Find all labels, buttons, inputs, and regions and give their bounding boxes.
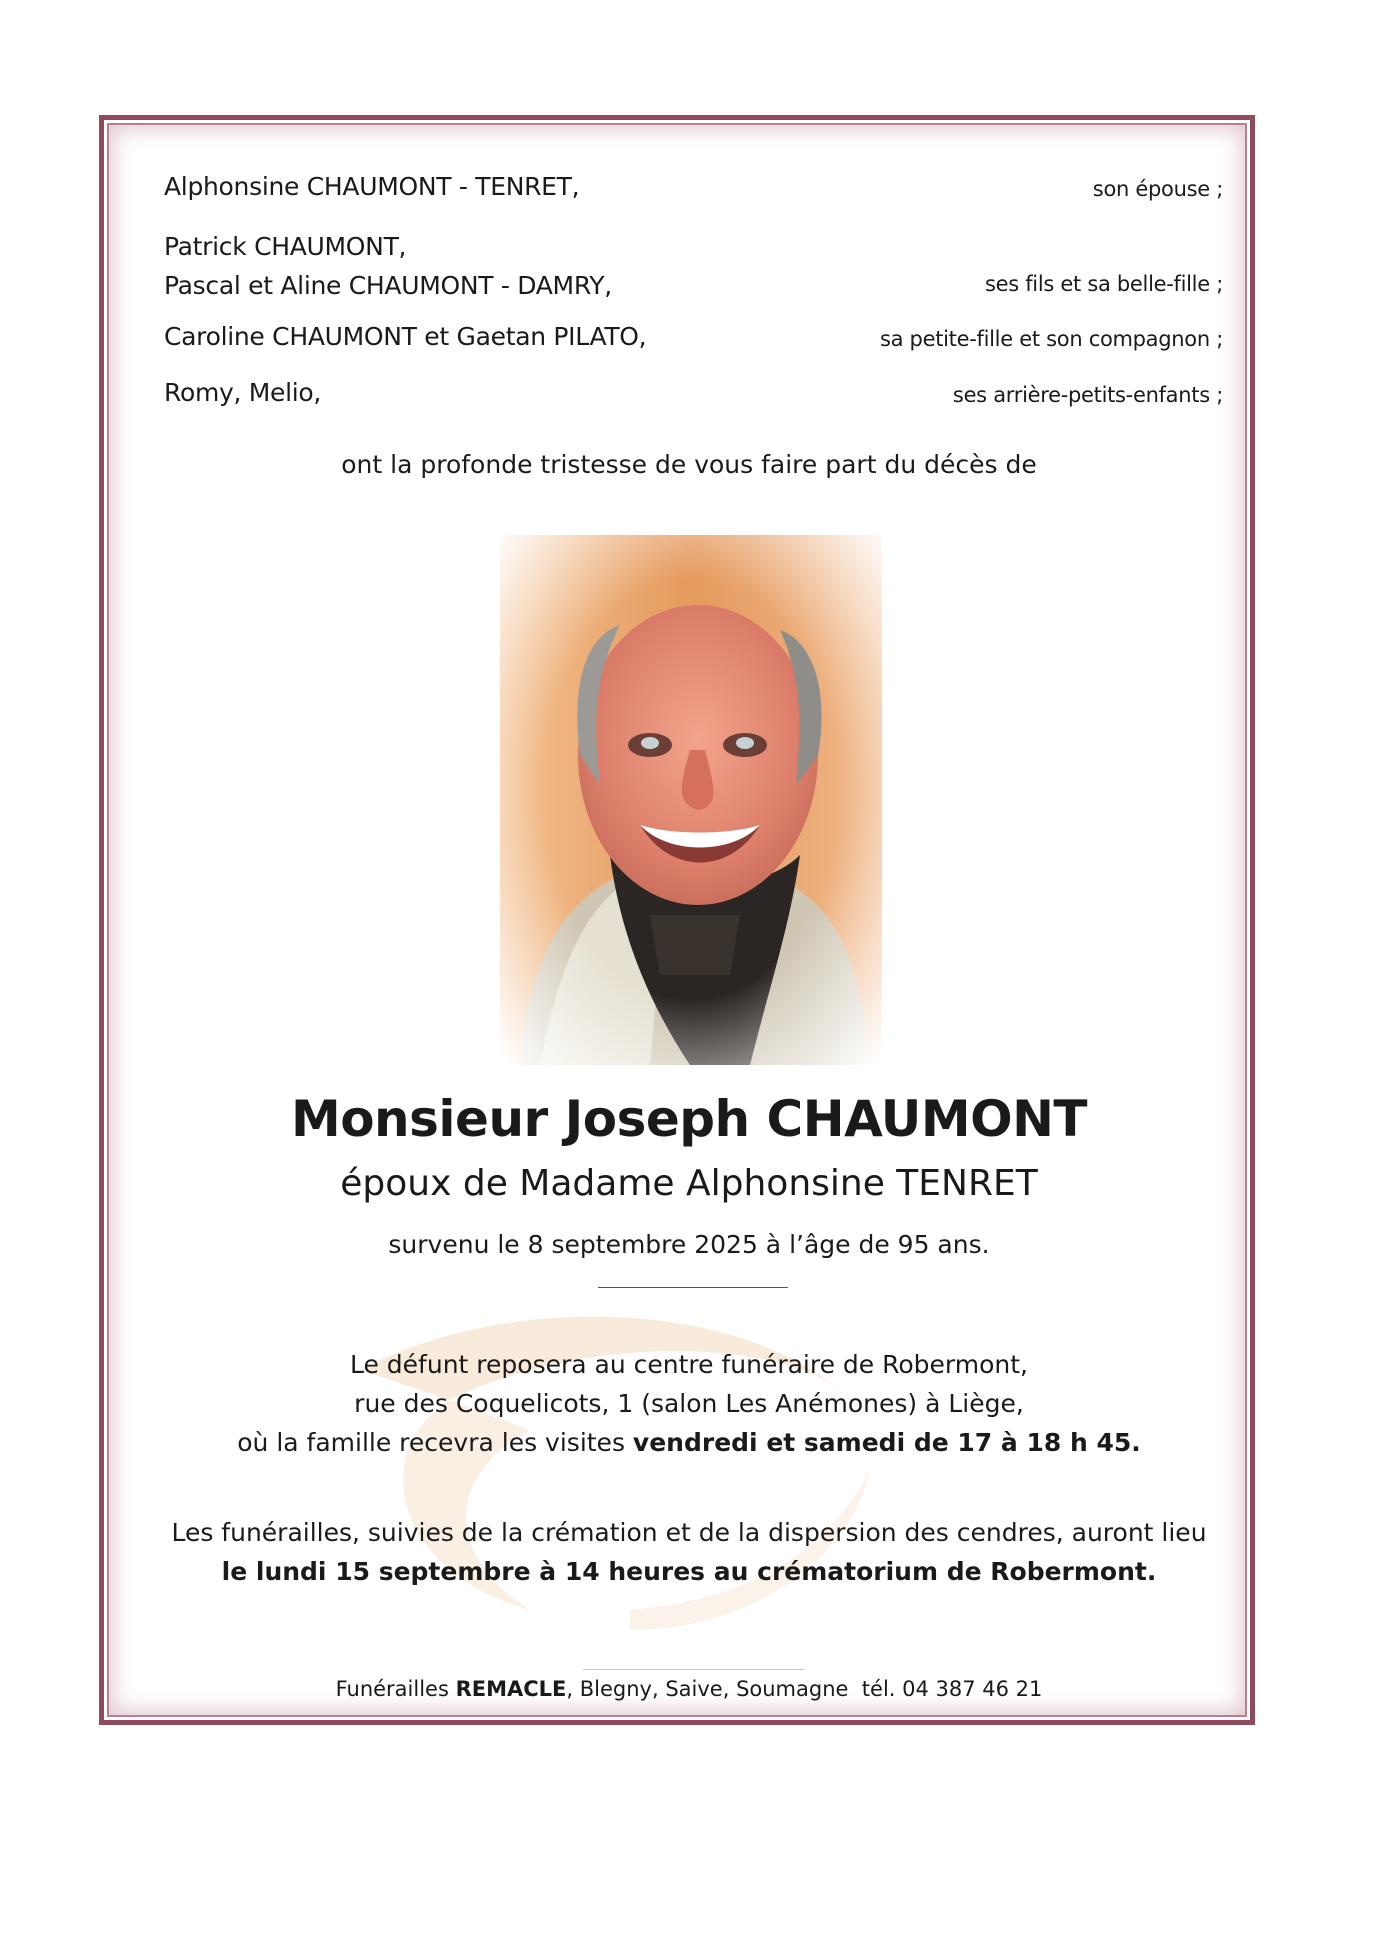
deceased-name: Monsieur Joseph CHAUMONT (290, 1090, 1088, 1148)
family-row-granddaughter (164, 322, 1223, 351)
visitation-line (100, 1423, 1278, 1462)
funeral-line: Les funérailles, suivies de la crémation et de la dispersion des cendres, auront lieu (171, 1518, 1207, 1547)
deceased-date-line: survenu le 8 septembre 2025 à l’âge de 95 ans. (388, 1230, 990, 1259)
family-relation: ses arrière-petits-enfants ; (952, 383, 1223, 407)
family-relation: ses fils et sa belle-fille ; (984, 272, 1223, 296)
family-row-greatgrandchildren (164, 378, 1223, 407)
family-relation: son épouse ; (1092, 177, 1223, 201)
visitation-times: vendredi et samedi de 17 à 18 h 45. (632, 1428, 1141, 1457)
funeral-date-text: le lundi 15 septembre à 14 heures au crématorium de Robermont. (221, 1557, 1157, 1586)
portrait-photo (500, 535, 882, 1065)
footer-funeral-home (100, 1677, 1278, 1701)
deceased-spouse-line: époux de Madame Alphonsine TENRET (340, 1163, 1038, 1204)
visitation-info (100, 1345, 1278, 1462)
family-name: Romy, Melio, (164, 378, 322, 407)
footer-prefix: Funérailles (335, 1677, 456, 1701)
visitation-text: où la famille recevra les visites (237, 1428, 633, 1457)
footer-contact: , Blegny, Saive, Soumagne tél. 04 387 46 21 (566, 1677, 1043, 1701)
funeral-info (100, 1513, 1278, 1591)
visitation-line: rue des Coquelicots, 1 (salon Les Anémones) à Liège, (354, 1389, 1024, 1418)
visitation-line: Le défunt reposera au centre funéraire de Robermont, (349, 1350, 1028, 1379)
announcement-text: ont la profonde tristesse de vous faire part du décès de (341, 450, 1037, 479)
family-name: Pascal et Aline CHAUMONT - DAMRY, (164, 271, 612, 300)
footer-brand: REMACLE (455, 1677, 567, 1701)
family-name: Caroline CHAUMONT et Gaetan PILATO, (164, 322, 647, 351)
family-name: Alphonsine CHAUMONT - TENRET, (164, 172, 580, 201)
family-relation: sa petite-fille et son compagnon ; (879, 327, 1223, 351)
family-row-spouse (164, 172, 1223, 201)
divider (598, 1287, 788, 1288)
family-name: Patrick CHAUMONT, (164, 232, 407, 261)
family-row-sons (164, 227, 1223, 305)
funeral-datetime (100, 1552, 1278, 1591)
footer-divider (583, 1669, 805, 1670)
